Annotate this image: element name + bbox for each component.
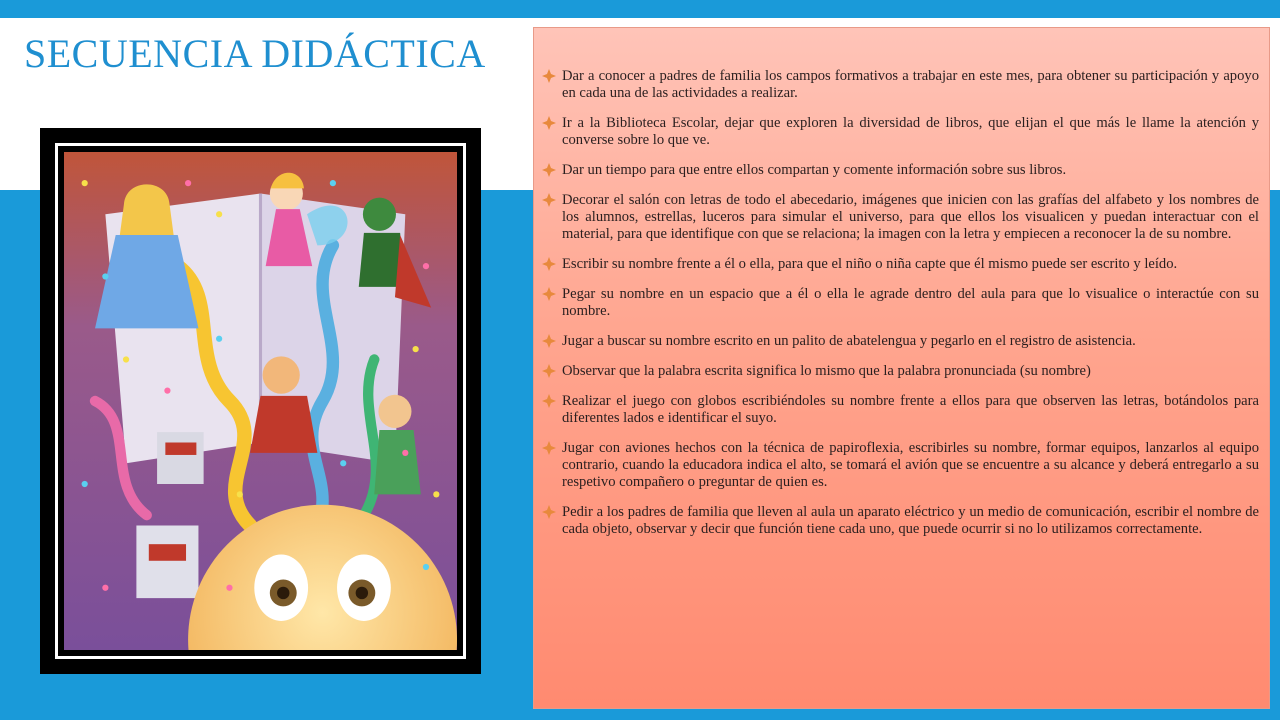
list-item xyxy=(560,333,1259,350)
list-item-text: Jugar a buscar su nombre escrito en un palito de abatelengua y pegarlo en el registro de asistencia. xyxy=(562,333,1136,349)
list-item xyxy=(560,363,1259,380)
list-item-text: Realizar el juego con globos escribiéndoles su nombre frente a ellos para que observen las letras, botándolos para diferentes lados e identificar el suyo. xyxy=(562,393,1259,426)
list-item xyxy=(560,115,1259,149)
list-item-text: Decorar el salón con letras de todo el abecedario, imágenes que inicien con las grafías del alfabeto y los nombres de los alumnos, estrellas, luceros para simular el universo, para que ellos los visualicen y puedan interactuar con el material, para que identifique con que se relaciona; la imagen con la letra y empiecen a reconocer la de su nombre. xyxy=(562,192,1259,242)
diamond-bullet-icon xyxy=(542,287,556,301)
activities-panel xyxy=(533,27,1270,709)
list-item xyxy=(560,192,1259,243)
list-item xyxy=(560,256,1259,273)
illustration-frame xyxy=(40,128,481,674)
activities-list xyxy=(534,28,1269,538)
diamond-bullet-icon xyxy=(542,334,556,348)
list-item xyxy=(560,68,1259,102)
list-item-text: Escribir su nombre frente a él o ella, para que el niño o niña capte que él mismo puede ser escrito y leído. xyxy=(562,256,1178,272)
storybook-illustration-icon xyxy=(64,152,457,650)
list-item-text: Observar que la palabra escrita significa lo mismo que la palabra pronunciada (su nombre) xyxy=(562,363,1091,379)
list-item xyxy=(560,504,1259,538)
list-item-text: Pedir a los padres de familia que lleven al aula un aparato eléctrico y un medio de comunicación, escribir el nombre de cada objeto, observar y decir que función tiene cada uno, que puede ocurrir si no lo utilizamos correctamente. xyxy=(562,504,1259,537)
diamond-bullet-icon xyxy=(542,394,556,408)
diamond-bullet-icon xyxy=(542,505,556,519)
list-item xyxy=(560,440,1259,491)
diamond-bullet-icon xyxy=(542,69,556,83)
storybook-illustration xyxy=(64,152,457,650)
top-accent-bar xyxy=(0,0,1280,18)
diamond-bullet-icon xyxy=(542,193,556,207)
diamond-bullet-icon xyxy=(542,257,556,271)
diamond-bullet-icon xyxy=(542,163,556,177)
diamond-bullet-icon xyxy=(542,116,556,130)
list-item-text: Ir a la Biblioteca Escolar, dejar que exploren la diversidad de libros, que elijan el que más le llame la atención y converse sobre lo que ve. xyxy=(562,115,1259,148)
list-item-text: Pegar su nombre en un espacio que a él o ella le agrade dentro del aula para que lo visualice o interactúe con su nombre. xyxy=(562,286,1259,319)
diamond-bullet-icon xyxy=(542,364,556,378)
list-item-text: Dar a conocer a padres de familia los campos formativos a trabajar en este mes, para obtener su participación y apoyo en cada una de las actividades a realizar. xyxy=(562,68,1259,101)
list-item xyxy=(560,286,1259,320)
list-item xyxy=(560,393,1259,427)
diamond-bullet-icon xyxy=(542,441,556,455)
list-item-text: Dar un tiempo para que entre ellos compartan y comente información sobre sus libros. xyxy=(562,162,1067,178)
illustration-inner-border xyxy=(55,143,466,659)
slide-title: SECUENCIA DIDÁCTICA xyxy=(24,31,486,76)
list-item xyxy=(560,162,1259,179)
list-item-text: Jugar con aviones hechos con la técnica de papiroflexia, escribirles su nombre, formar equipos, lanzarlos al equipo contrario, cuando la educadora indica el alto, se tomará el avión que se encuentre a su alcance y deberá entregarlo a su respetivo compañero o preguntar de quien es. xyxy=(562,440,1259,490)
